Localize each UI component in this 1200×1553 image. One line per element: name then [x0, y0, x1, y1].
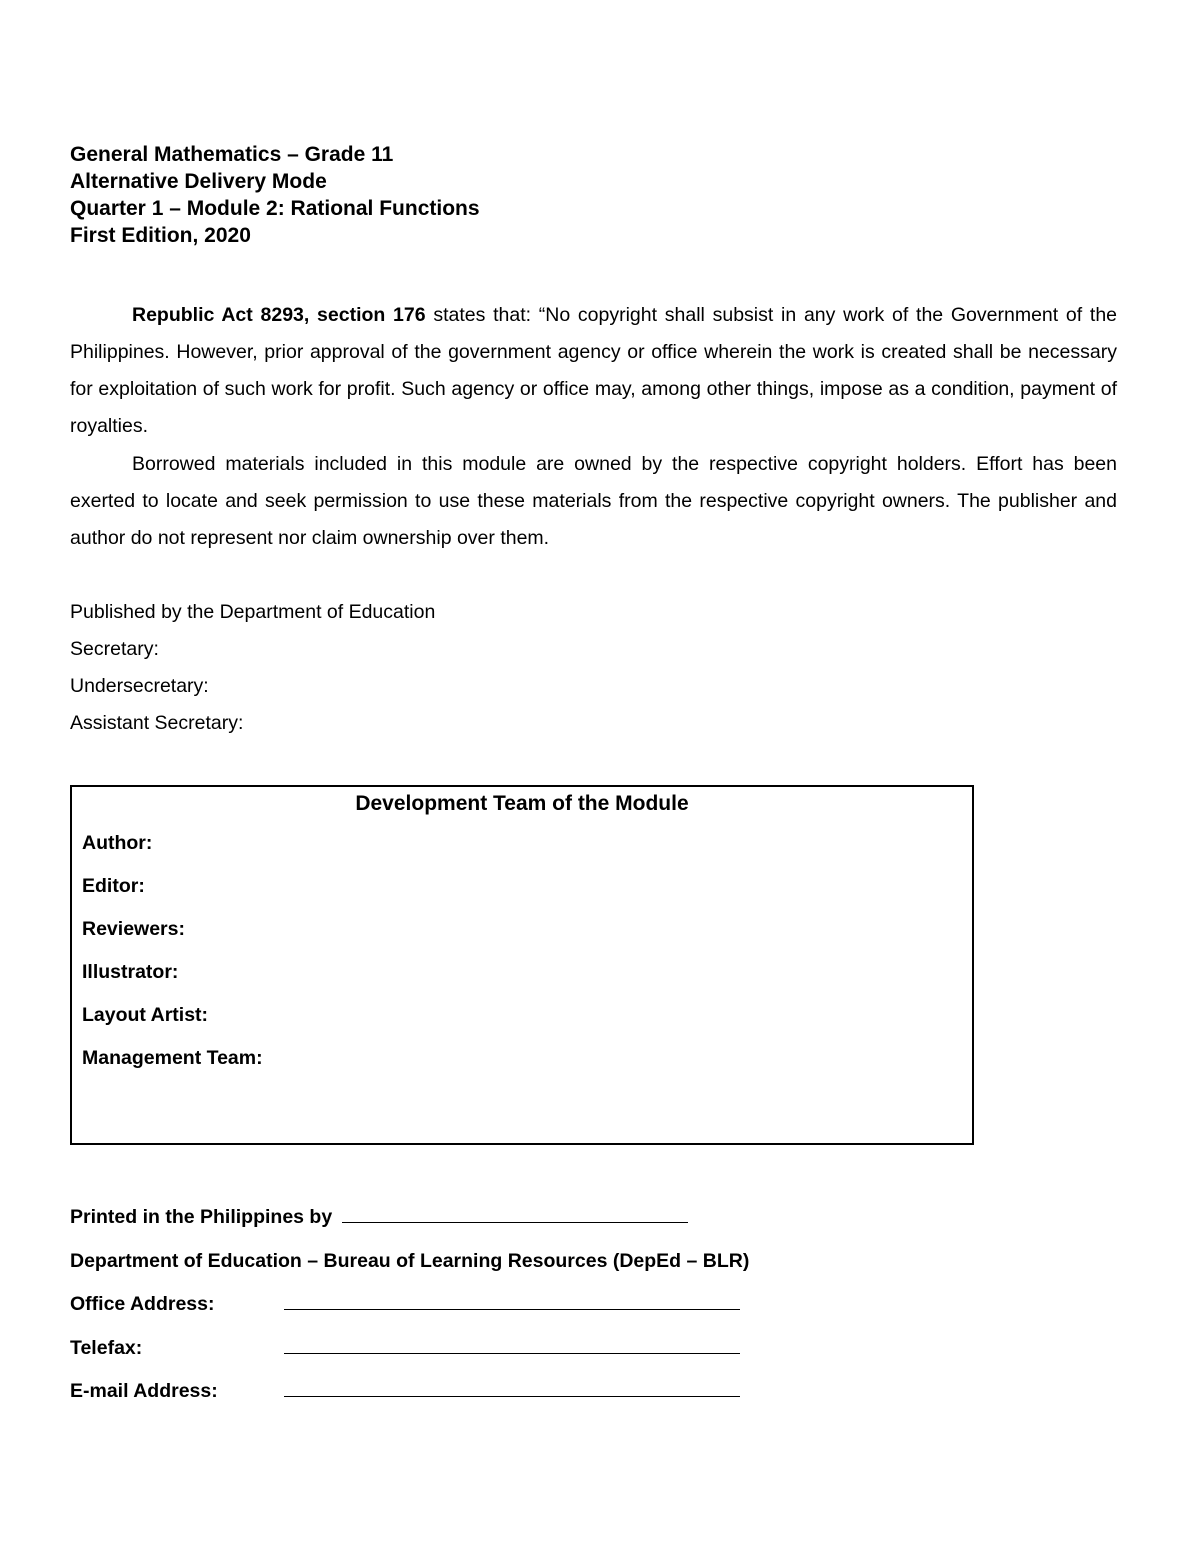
borrowed-materials-paragraph: [70, 446, 1117, 557]
role-author: Author:: [82, 832, 153, 854]
development-team-box: [70, 785, 974, 1145]
delivery-mode: Alternative Delivery Mode: [70, 170, 327, 193]
team-roles-list: [82, 832, 263, 1090]
publisher-block: [70, 594, 435, 742]
secretary-label: Secretary:: [70, 638, 159, 660]
edition: First Edition, 2020: [70, 224, 251, 247]
telefax-blank-line: [284, 1335, 740, 1354]
department-row: [70, 1248, 749, 1292]
printed-by-blank-line: [342, 1204, 688, 1223]
email-blank-line: [284, 1378, 740, 1397]
office-address-row: [70, 1291, 749, 1335]
module-title: Quarter 1 – Module 2: Rational Functions: [70, 197, 480, 220]
republic-act-reference: Republic Act 8293, section 176: [132, 304, 426, 326]
office-address-blank-line: [284, 1291, 740, 1310]
role-reviewers: Reviewers:: [82, 918, 185, 940]
email-row: [70, 1378, 749, 1422]
telefax-label: Telefax:: [70, 1336, 143, 1359]
development-team-title: Development Team of the Module: [355, 792, 689, 815]
printed-by-label: Printed in the Philippines by: [70, 1206, 333, 1228]
borrowed-materials-text: Borrowed materials included in this module are owned by the respective copyright holders. Effort has been exerted to locate and seek permission to use these materials from the respective copyright owners. The publisher and author do not represent nor claim ownership over them.: [70, 453, 1117, 549]
printed-by-row: [70, 1204, 749, 1248]
subject-title: General Mathematics – Grade 11: [70, 143, 394, 166]
published-by: Published by the Department of Education: [70, 601, 436, 623]
role-management-team: Management Team:: [82, 1047, 263, 1069]
assistant-secretary-label: Assistant Secretary:: [70, 712, 244, 734]
undersecretary-label: Undersecretary:: [70, 675, 209, 697]
role-layout-artist: Layout Artist:: [82, 1004, 209, 1026]
title-block: [70, 141, 480, 249]
telefax-row: [70, 1335, 749, 1379]
role-illustrator: Illustrator:: [82, 961, 179, 983]
copyright-paragraph: [70, 297, 1117, 445]
printing-info: [70, 1204, 749, 1422]
role-editor: Editor:: [82, 875, 145, 897]
department-label: Department of Education – Bureau of Learning Resources (DepEd – BLR): [70, 1249, 750, 1272]
office-address-label: Office Address:: [70, 1293, 215, 1315]
email-label: E-mail Address:: [70, 1380, 218, 1402]
copyright-statement: states that: “No copyright shall subsist in any work of the Government of the Philippines. However, prior approval of the government agency or office wherein the work is created shall be necessary for exploitation of such work for profit. Such agency or office may, among other things, impose as a condition, payment of royalties.: [70, 304, 1118, 437]
